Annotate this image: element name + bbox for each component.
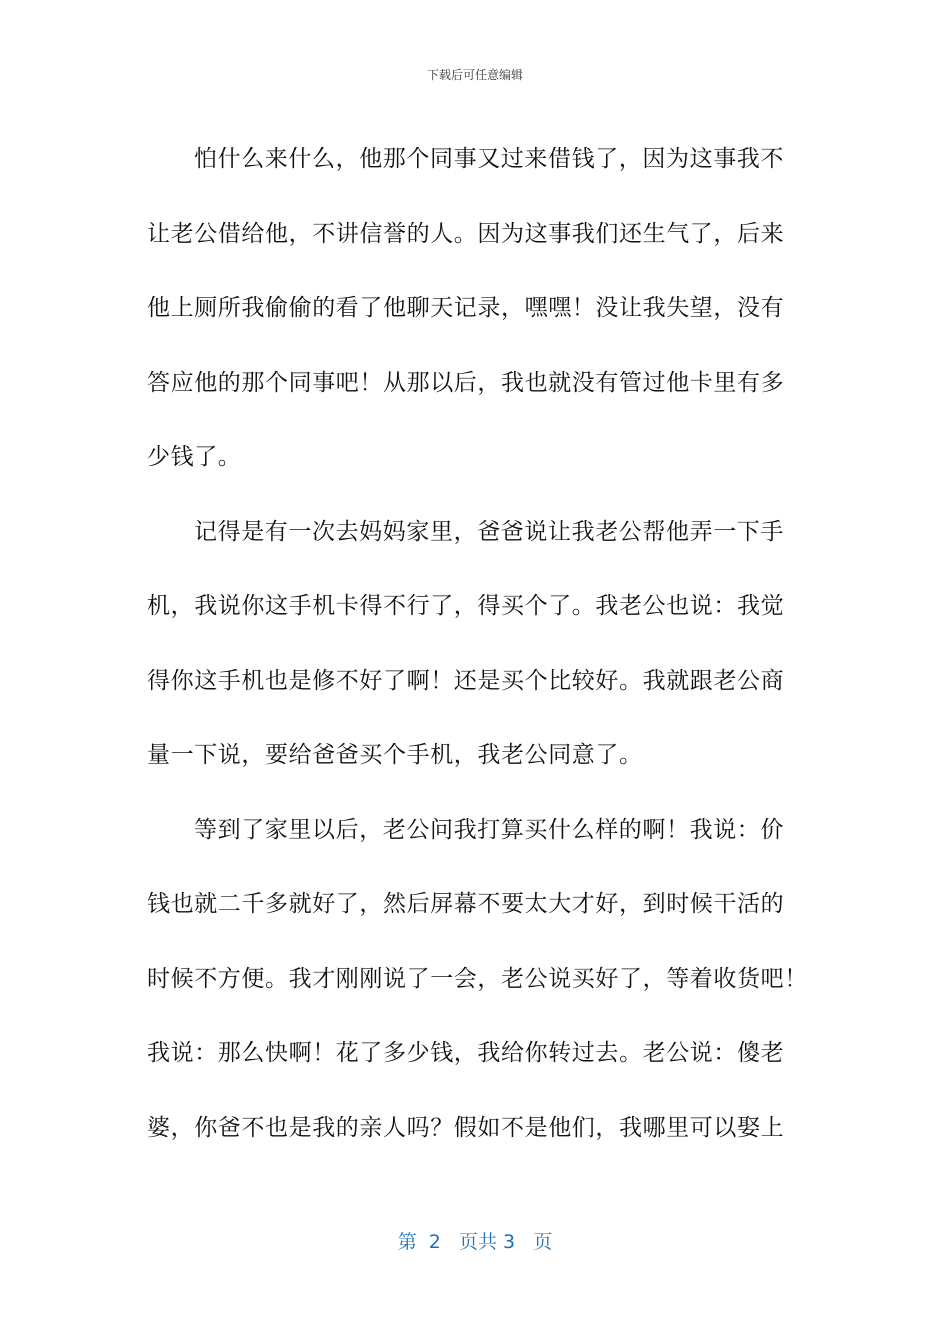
document-body	[147, 122, 807, 1165]
text-line: 得你这手机也是修不好了啊！还是买个比较好。我就跟老公商	[147, 667, 785, 694]
text-line: 答应他的那个同事吧！从那以后，我也就没有管过他卡里有多	[147, 369, 785, 396]
text-line: 他上厕所我偷偷的看了他聊天记录，嘿嘿！没让我失望，没有	[147, 295, 785, 321]
text-line: 婆，你爸不也是我的亲人吗？假如不是他们，我哪里可以娶上	[147, 1114, 785, 1141]
text-line: 钱也就二千多就好了，然后屏幕不要太大才好，到时候干活的	[147, 891, 785, 917]
text-line: 量一下说，要给爸爸买个手机，我老公同意了。	[147, 742, 643, 768]
text-line: 等到了家里以后，老公问我打算买什么样的啊！我说：价	[194, 816, 784, 843]
text-line: 记得是有一次去妈妈家里，爸爸说让我老公帮他弄一下手	[194, 518, 784, 545]
page-header: 下载后可任意编辑	[426, 68, 523, 82]
paragraph-3	[147, 793, 807, 1166]
text-line: 机，我说你这手机卡得不行了，得买个了。我老公也说：我觉	[147, 593, 785, 619]
text-line: 我说：那么快啊！花了多少钱，我给你转过去。老公说：傻老	[147, 1040, 785, 1066]
text-line: 时候不方便。我才刚刚说了一会，老公说买好了，等着收货吧！	[147, 965, 808, 992]
paragraph-1	[147, 122, 807, 495]
text-line: 怕什么来什么，他那个同事又过来借钱了，因为这事我不	[194, 146, 784, 172]
text-line: 少钱了。	[147, 444, 242, 470]
text-line: 让老公借给他，不讲信誉的人。因为这事我们还生气了，后来	[147, 220, 785, 247]
page-footer: 第 2 页共 3 页	[397, 1231, 553, 1253]
paragraph-2	[147, 495, 807, 793]
